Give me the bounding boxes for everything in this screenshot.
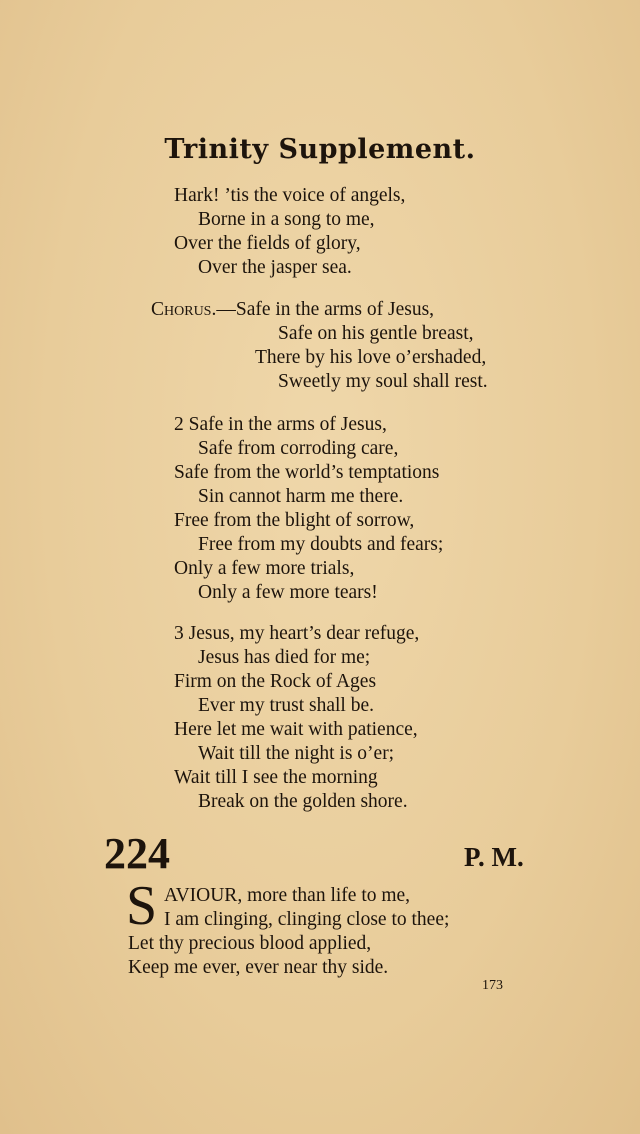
verse3-line-2: Jesus has died for me;	[198, 647, 371, 668]
verse2-line-7: Only a few more trials,	[174, 558, 355, 579]
drop-cap: S	[126, 875, 158, 937]
hymn224-line-2: I am clinging, clinging close to thee;	[164, 909, 450, 930]
verse1-line-1: Hark! ’tis the voice of angels,	[174, 185, 406, 206]
verse3-line-4: Ever my trust shall be.	[198, 695, 375, 716]
hymn-number: 224	[104, 829, 170, 878]
hymn224-line-1: AVIOUR, more than life to me,	[164, 885, 411, 906]
verse3-line-6: Wait till the night is o’er;	[198, 743, 395, 764]
hymn224-line-4: Keep me ever, ever near thy side.	[128, 957, 389, 978]
chorus-label: Chorus.	[151, 299, 217, 320]
page-number: 173	[482, 978, 503, 993]
page-header: Trinity Supplement.	[164, 134, 476, 165]
chorus-line-3: There by his love o’ershaded,	[255, 347, 487, 368]
chorus-line-2: Safe on his gentle breast,	[278, 323, 474, 344]
chorus-first-line: —Safe in the arms of Jesus,	[216, 299, 435, 320]
verse2-line-2: Safe from corroding care,	[198, 438, 399, 459]
verse2-line-6: Free from my doubts and fears;	[198, 534, 444, 555]
chorus-line-4: Sweetly my soul shall rest.	[278, 371, 488, 392]
hymn224-line-3: Let thy precious blood applied,	[128, 933, 372, 954]
verse1-line-2: Borne in a song to me,	[198, 209, 375, 230]
verse2-line-3: Safe from the world’s temptations	[174, 462, 440, 483]
verse2-line-5: Free from the blight of sorrow,	[174, 510, 415, 531]
verse3-line-7: Wait till I see the morning	[174, 767, 378, 788]
verse3-line-1: 3 Jesus, my heart’s dear refuge,	[174, 623, 420, 644]
verse3-line-8: Break on the golden shore.	[198, 791, 408, 812]
hymn-meter: P. M.	[464, 842, 524, 872]
verse2-line-1: 2 Safe in the arms of Jesus,	[174, 414, 387, 435]
verse1-line-3: Over the fields of glory,	[174, 233, 361, 254]
verse2-line-4: Sin cannot harm me there.	[198, 486, 404, 507]
verse1-line-4: Over the jasper sea.	[198, 257, 352, 278]
verse3-line-3: Firm on the Rock of Ages	[174, 671, 377, 692]
verse2-line-8: Only a few more tears!	[198, 582, 378, 603]
chorus-line-1	[151, 298, 434, 322]
verse3-line-5: Here let me wait with patience,	[174, 719, 418, 740]
